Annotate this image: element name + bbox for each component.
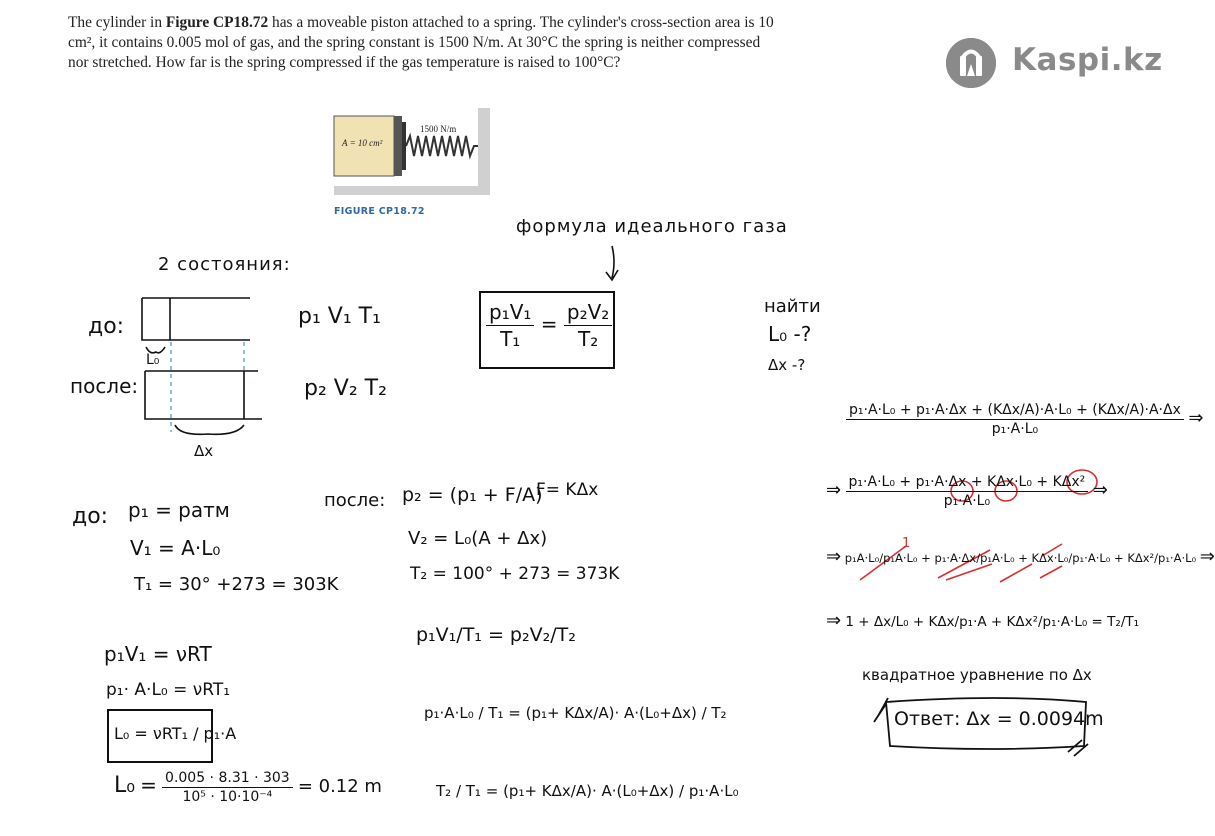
sketch-L0-label: L₀ — [146, 352, 160, 368]
right-equation-1 — [846, 402, 1203, 437]
implies-6: ⇒ — [826, 610, 842, 631]
right-equation-3 — [826, 546, 1215, 567]
problem-text-1: The cylinder in — [68, 14, 166, 31]
two-states-heading: 2 состояния: — [158, 254, 291, 275]
area-label: A = 10 cm² — [342, 138, 383, 148]
L0-calc-den: 10⁵ · 10·10⁻⁴ — [182, 789, 273, 805]
V2-equation: V₂ = L₀(A + Δx) — [408, 528, 548, 549]
middle-equation-2: p₁·A·L₀ / T₁ = (p₁+ KΔx/A)· A·(L₀+Δx) / T₂ — [424, 704, 727, 722]
L0-calc-num: 0.005 · 8.31 · 303 — [162, 770, 293, 788]
right-eq2-num: p₁·A·L₀ + p₁·A·Δx + KΔx·L₀ + KΔx² — [846, 474, 1089, 492]
L0-formula-boxed: L₀ = νRT₁ / p₁·A — [114, 724, 237, 743]
V1-equation: V₁ = A·L₀ — [130, 536, 221, 560]
middle-eq3-right: (p₁+ KΔx/A)· A·(L₀+Δx) / p₁·A·L₀ — [503, 782, 739, 800]
sketch-dx-label: Δx — [194, 442, 214, 460]
ideal-gas-law-2: p₁· A·L₀ = νRT₁ — [106, 680, 231, 700]
L0-calculation: L₀ = $\frac{0.005 \cdot 8.31 \cdot 303}{\text{10⁵ · 10·10⁻⁴}}$ = 0.12 m — [114, 770, 382, 805]
middle-eq2-right: (p₁+ KΔx/A)· A·(L₀+Δx) / T₂ — [525, 704, 727, 722]
kaspi-logo-text: Kaspi.kz — [1012, 42, 1163, 78]
right-eq2-den: p₁·A·L₀ — [943, 493, 991, 509]
T2-equation: T₂ = 100° + 273 = 373K — [410, 564, 620, 584]
right-eq4-text: 1 + Δx/L₀ + KΔx/p₁·A + KΔx²/p₁·A·L₀ = T₂/T₁ — [845, 614, 1140, 630]
state1-vars: p₁ V₁ T₁ — [298, 304, 381, 329]
implies-2: ⇒ — [826, 479, 842, 501]
right-eq3-text: p₁A·L₀/p₁A·L₀ + p₁·A·Δx/p₁A·L₀ + KΔx·L₀/p₁·A·L₀ + KΔx²/p₁·A·L₀ — [844, 551, 1197, 565]
quadratic-note: квадратное уравнение по Δx — [862, 666, 1092, 684]
label-before-2: до: — [72, 504, 109, 529]
figure-caption: FIGURE CP18.72 — [334, 206, 425, 217]
spring-constant-label: 1500 N/m — [420, 124, 457, 134]
right-equation-4 — [826, 610, 1139, 631]
cancel-mark-one: 1 — [902, 536, 911, 551]
label-before: до: — [88, 314, 125, 339]
right-eq1-num: p₁·A·L₀ + p₁·A·Δx + (KΔx/A)·A·L₀ + (KΔx/A)·A·Δx — [846, 402, 1184, 420]
middle-eq3-left: T₂ / T₁ — [436, 782, 481, 800]
p2-equation: p₂ = (p₁ + F/A) — [402, 484, 543, 506]
answer: Ответ: Δx = 0.0094m — [894, 708, 1104, 730]
formula-right-num: p₂V₂ — [564, 300, 612, 326]
T1-equation: T₁ = 30° +273 = 303K — [134, 574, 339, 595]
find-dx: Δx -? — [768, 356, 806, 374]
label-after: после: — [70, 374, 139, 398]
spring-force-equation: F= KΔx — [536, 480, 599, 500]
middle-equation-3: T₂ / T₁ = (p₁+ KΔx/A)· A·(L₀+Δx) / p₁·A·L₀ — [436, 782, 739, 800]
L0-symbol: L₀ — [114, 773, 136, 798]
implies-4: ⇒ — [826, 546, 842, 567]
problem-text-2: has a moveable piston attached to a spring. The cylinder's cross-section area is 10 cm², it contains 0.005 mol of gas, and the spring constant is 1500 N/m. At 30°C the spring is neither compressed nor stretched. How far is the spring compressed if the gas temperature is raised to 100°C? — [68, 14, 774, 71]
formula-left-den: T₁ — [500, 327, 521, 351]
right-equation-2 — [826, 474, 1108, 509]
right-eq1-den: p₁·A·L₀ — [991, 421, 1039, 437]
find-heading: найти — [764, 296, 821, 317]
find-L0: L₀ -? — [768, 322, 812, 346]
formula-right-den: T₂ — [578, 327, 599, 351]
implies-1: ⇒ — [1188, 407, 1204, 429]
implies-5: ⇒ — [1199, 546, 1215, 567]
ideal-gas-caption: формула идеального газа — [516, 216, 788, 237]
ideal-gas-law-1: p₁V₁ = νRT — [104, 642, 212, 666]
boxed-gas-formula: $\frac{\text{p₁V₁}}{\text{T₁}}$ = $\frac{\text{p₂V₂}}{\text{T₂}}$ — [486, 300, 612, 351]
formula-left-num: p₁V₁ — [486, 300, 534, 326]
L0-result: = 0.12 m — [297, 776, 382, 797]
middle-equation-1: p₁V₁/T₁ = p₂V₂/T₂ — [416, 624, 576, 646]
middle-eq2-left: p₁·A·L₀ / T₁ — [424, 704, 504, 722]
p1-equation: p₁ = pатм — [128, 498, 230, 522]
implies-3: ⇒ — [1092, 479, 1108, 501]
figure-reference: Figure CP18.72 — [165, 14, 269, 31]
label-after-2: после: — [324, 490, 386, 511]
state2-vars: p₂ V₂ T₂ — [304, 376, 387, 401]
